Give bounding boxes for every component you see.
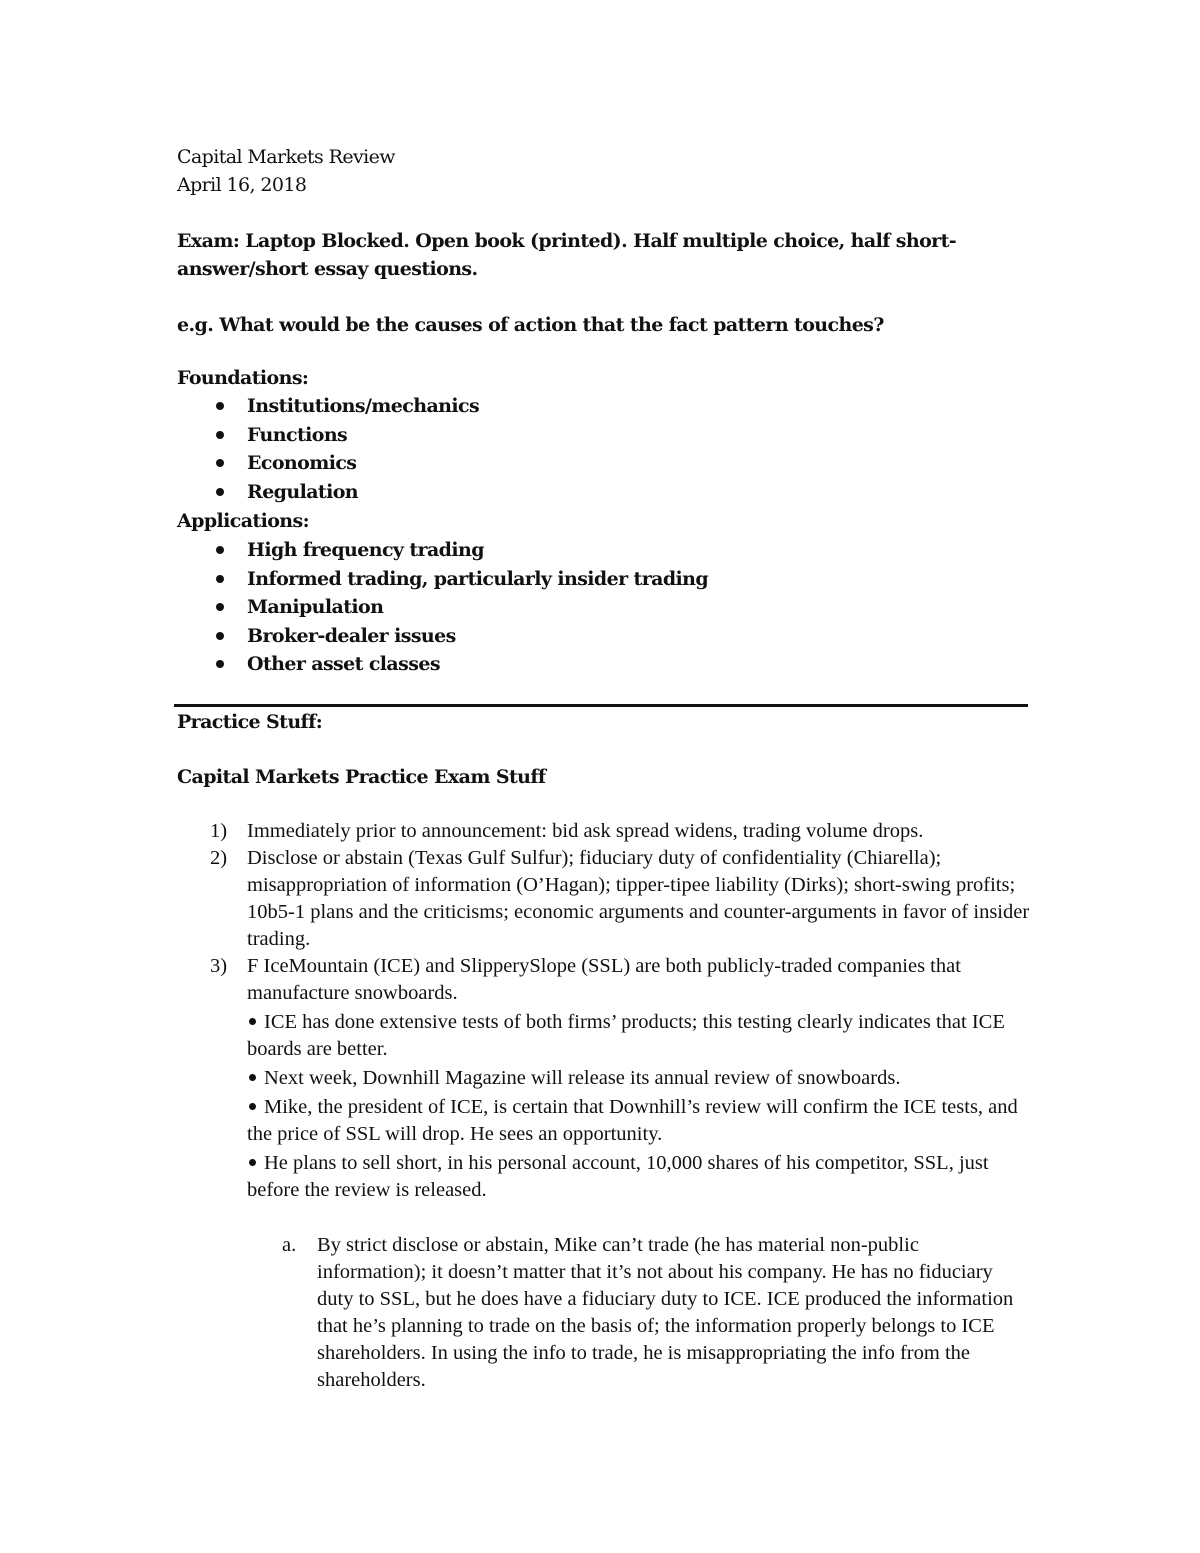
list-item (214, 478, 479, 507)
list-item-text: By strict disclose or abstain, Mike can’t trade (he has material non-public information); it doesn’t matter that it’s not about his company. He has no fiduciary duty to SSL, but he does have a fiduciary duty to ICE. ICE produced the information that he’s planning to trade on the basis of; the information properly belongs to ICE shareholders. In using the info to trade, he is misappropriating the info from the shareholders. (317, 1234, 1014, 1391)
list-item (214, 536, 708, 565)
list-item-number: 1) (210, 820, 228, 842)
list-item (214, 622, 708, 651)
list-item (214, 565, 708, 594)
list-item-letter: a. (282, 1234, 297, 1256)
bullet-icon (249, 1018, 256, 1025)
list-item (214, 449, 479, 478)
applications-list (214, 536, 708, 679)
exam-description: Exam: Laptop Blocked. Open book (printed). Half multiple choice, half short-answer/short essay questions. (177, 230, 957, 280)
list-item-number: 2) (210, 847, 228, 869)
fact-bullet-text: Mike, the president of ICE, is certain that Downhill’s review will confirm the ICE tests, and the price of SSL will drop. He sees an opportunity. (247, 1096, 1018, 1145)
fact-bullet (247, 1065, 1030, 1092)
fact-bullet-text: He plans to sell short, in his personal account, 10,000 shares of his competitor, SSL, just before the review is released. (247, 1152, 989, 1201)
practice-subheading: Capital Markets Practice Exam Stuff (177, 766, 546, 788)
bullet-icon (216, 459, 224, 467)
fact-bullet (247, 1150, 1030, 1204)
list-item-label: Institutions/mechanics (247, 395, 480, 417)
applications-heading: Applications: (177, 510, 310, 532)
list-item-text: Immediately prior to announcement: bid ask spread widens, trading volume drops. (247, 820, 924, 842)
list-item (214, 392, 479, 421)
list-item-label: Regulation (247, 480, 358, 503)
document-date: April 16, 2018 (177, 174, 307, 196)
list-item-label: High frequency trading (247, 539, 484, 561)
practice-heading: Practice Stuff: (177, 711, 323, 733)
list-item (214, 650, 708, 679)
list-item-label: Informed trading, particularly insider trading (247, 567, 709, 590)
fact-bullet-text: Next week, Downhill Magazine will release its annual review of snowboards. (264, 1067, 901, 1089)
bullet-icon (216, 660, 224, 668)
bullet-icon (216, 431, 224, 439)
fact-bullet (247, 1009, 1030, 1063)
document-title: Capital Markets Review (177, 146, 395, 168)
list-item (214, 593, 708, 622)
sub-answers-list (282, 1232, 1027, 1394)
bullet-icon (216, 402, 224, 410)
list-item-text: F IceMountain (ICE) and SlipperySlope (SSL) are both publicly-traded companies that manufacture snowboards. (247, 955, 961, 1004)
horizontal-divider (174, 704, 1028, 707)
list-item-text: Disclose or abstain (Texas Gulf Sulfur); fiduciary duty of confidentiality (Chiarella); misappropriation of information (O’Hagan); tipper-tipee liability (Dirks); short-swing profits; 10b5-1 plans and the criticisms; economic arguments and counter-arguments in favor of insider trading. (247, 847, 1030, 950)
list-item-label: Functions (247, 423, 348, 446)
bullet-icon (216, 488, 224, 496)
list-item-label: Other asset classes (247, 653, 440, 676)
foundations-heading: Foundations: (177, 367, 309, 389)
list-item-number: 3) (210, 955, 228, 977)
fact-bullet (247, 1094, 1030, 1148)
list-item (210, 818, 1030, 845)
bullet-icon (249, 1074, 256, 1081)
list-item (282, 1232, 1027, 1394)
list-item-label: Broker-dealer issues (247, 624, 456, 647)
list-item (210, 953, 1030, 1204)
bullet-icon (249, 1103, 256, 1110)
bullet-icon (216, 603, 224, 611)
bullet-icon (216, 575, 224, 583)
list-item-label: Economics (247, 452, 357, 475)
foundations-list (214, 392, 479, 506)
list-item (214, 421, 479, 450)
bullet-icon (216, 632, 224, 640)
example-question: e.g. What would be the causes of action that the fact pattern touches? (177, 314, 884, 336)
bullet-icon (216, 546, 224, 554)
answers-list (210, 818, 1030, 1204)
bullet-icon (249, 1159, 256, 1166)
list-item-label: Manipulation (247, 596, 384, 619)
list-item (210, 845, 1030, 953)
fact-bullet-text: ICE has done extensive tests of both firms’ products; this testing clearly indicates that ICE boards are better. (247, 1011, 1005, 1060)
